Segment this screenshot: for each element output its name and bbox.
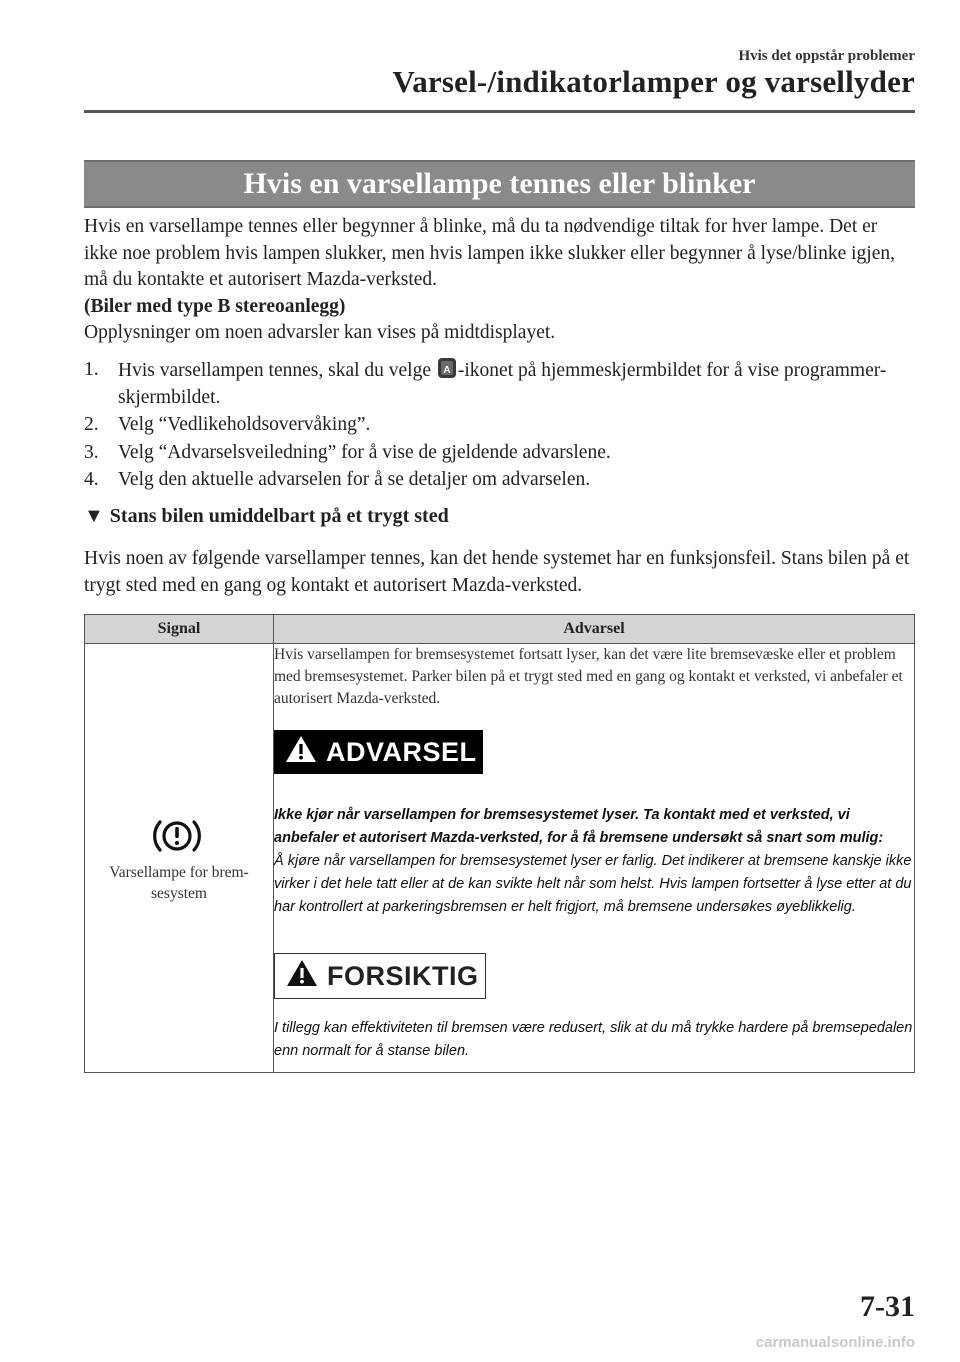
caution-triangle-icon [285,958,319,995]
subheading-paragraph: Hvis noen av følgende varsellamper tennes, kan det hende systemet har en funksjonsfeil. Stans bilen på et trygt sted med en gang og kontakt et autorisert Mazda-verksted. [84,548,910,596]
step-number: 3. [84,441,99,463]
step-text: Velg “Vedlikeholdsovervåking”. [118,414,371,435]
header-rule [84,110,915,113]
running-header-section: Hvis det oppstår problemer [738,48,915,64]
warning-label [274,730,483,774]
step-text: Velg den aktuelle advarselen for å se detaljer om advarselen. [118,469,591,490]
brake-warning-icon [149,816,205,856]
column-header-advarsel: Advarsel [274,615,915,644]
running-header-chapter: Varsel-/indikatorlamper og varsellyder [392,64,915,99]
svg-text:A: A [443,365,451,376]
list-item [84,440,914,467]
step-text: Velg “Advarselsveiledning” for å vise de gjeldende advarslene. [118,441,611,463]
app-icon [437,357,457,379]
step-number: 4. [84,469,99,490]
subheading-label: Stans bilen umiddelbart på et trygt sted [109,505,449,527]
step-text-pre: Hvis varsellampen tennes, skal du velge [118,360,436,381]
list-item [84,412,914,439]
step-number: 2. [84,414,99,435]
watermark: carmanualsonline.info [755,1334,915,1351]
advice-text: Hvis varsellampen for bremsesystemet fortsatt lyser, kan det være lite bremsevæske eller et problem med bremsesystemet. Parker bilen på et trygt sted med en gang og kontakt et verksted, vi anbefaler et autorisert Mazda-verksted. [274,646,903,707]
warning-text: Å kjøre når varsellampen for bremsesystemet lyser er farlig. Det indikerer at bremsene kanskje ikke virker i det hele tatt eller at de kan svikte helt når som helst. Hvis lampen fortsetter å lyse etter at du har kontrollert at parkeringsbremsen er helt frigjort, må bremsene undersøkes øyeblikkelig. [274,853,912,915]
advice-cell [274,644,915,1073]
page-number: 7-31 [860,1290,915,1323]
signal-label: Varsellampe for brem-sesystem [109,864,249,902]
caution-label-text: FORSIKTIG [327,960,479,991]
subheading [84,505,449,528]
warning-bold-text: Ikke kjør når varsellampen for bremsesystemet lyser. Ta kontakt med et verksted, vi anbefaler et autorisert Mazda-verksted, for å få bremsene undersøkt så snart som mulig: [274,807,884,846]
list-item [84,467,914,494]
stereo-paragraph: Opplysninger om noen advarsler kan vises på midtdisplayet. [84,322,556,343]
steps-list [84,357,914,495]
section-banner: Hvis en varsellampe tennes eller blinker [84,160,915,208]
warning-label-text: ADVARSEL [326,736,477,767]
triangle-down-icon: ▼ [84,505,104,527]
caution-label [274,953,486,999]
warning-triangle-icon [284,734,318,771]
column-header-signal: Signal [85,615,274,644]
table-header-row [85,615,915,644]
table-row [85,644,915,1073]
step-text-post: -ikonet på hjemmeskjermbildet for å vise programmer-skjermbildet. [118,360,887,408]
stereo-heading: (Biler med type B stereoanlegg) [84,296,346,317]
caution-text: I tillegg kan effektiviteten til bremsen være redusert, slik at du må trykke hardere på bremsepedalen enn normalt for å stanse bilen. [274,1020,913,1059]
intro-paragraph: Hvis en varsellampe tennes eller begynner å blinke, må du ta nødvendige tiltak for hver lampe. Det er ikke noe problem hvis lampen slukker, men hvis lampen ikke slukker eller begynner å lyse/blinke igjen, må du kontakte et autorisert Mazda-verksted. [84,216,895,290]
signal-cell [85,644,274,1073]
step-number: 1. [84,359,99,380]
warning-table [84,614,915,1073]
list-item [84,357,914,411]
